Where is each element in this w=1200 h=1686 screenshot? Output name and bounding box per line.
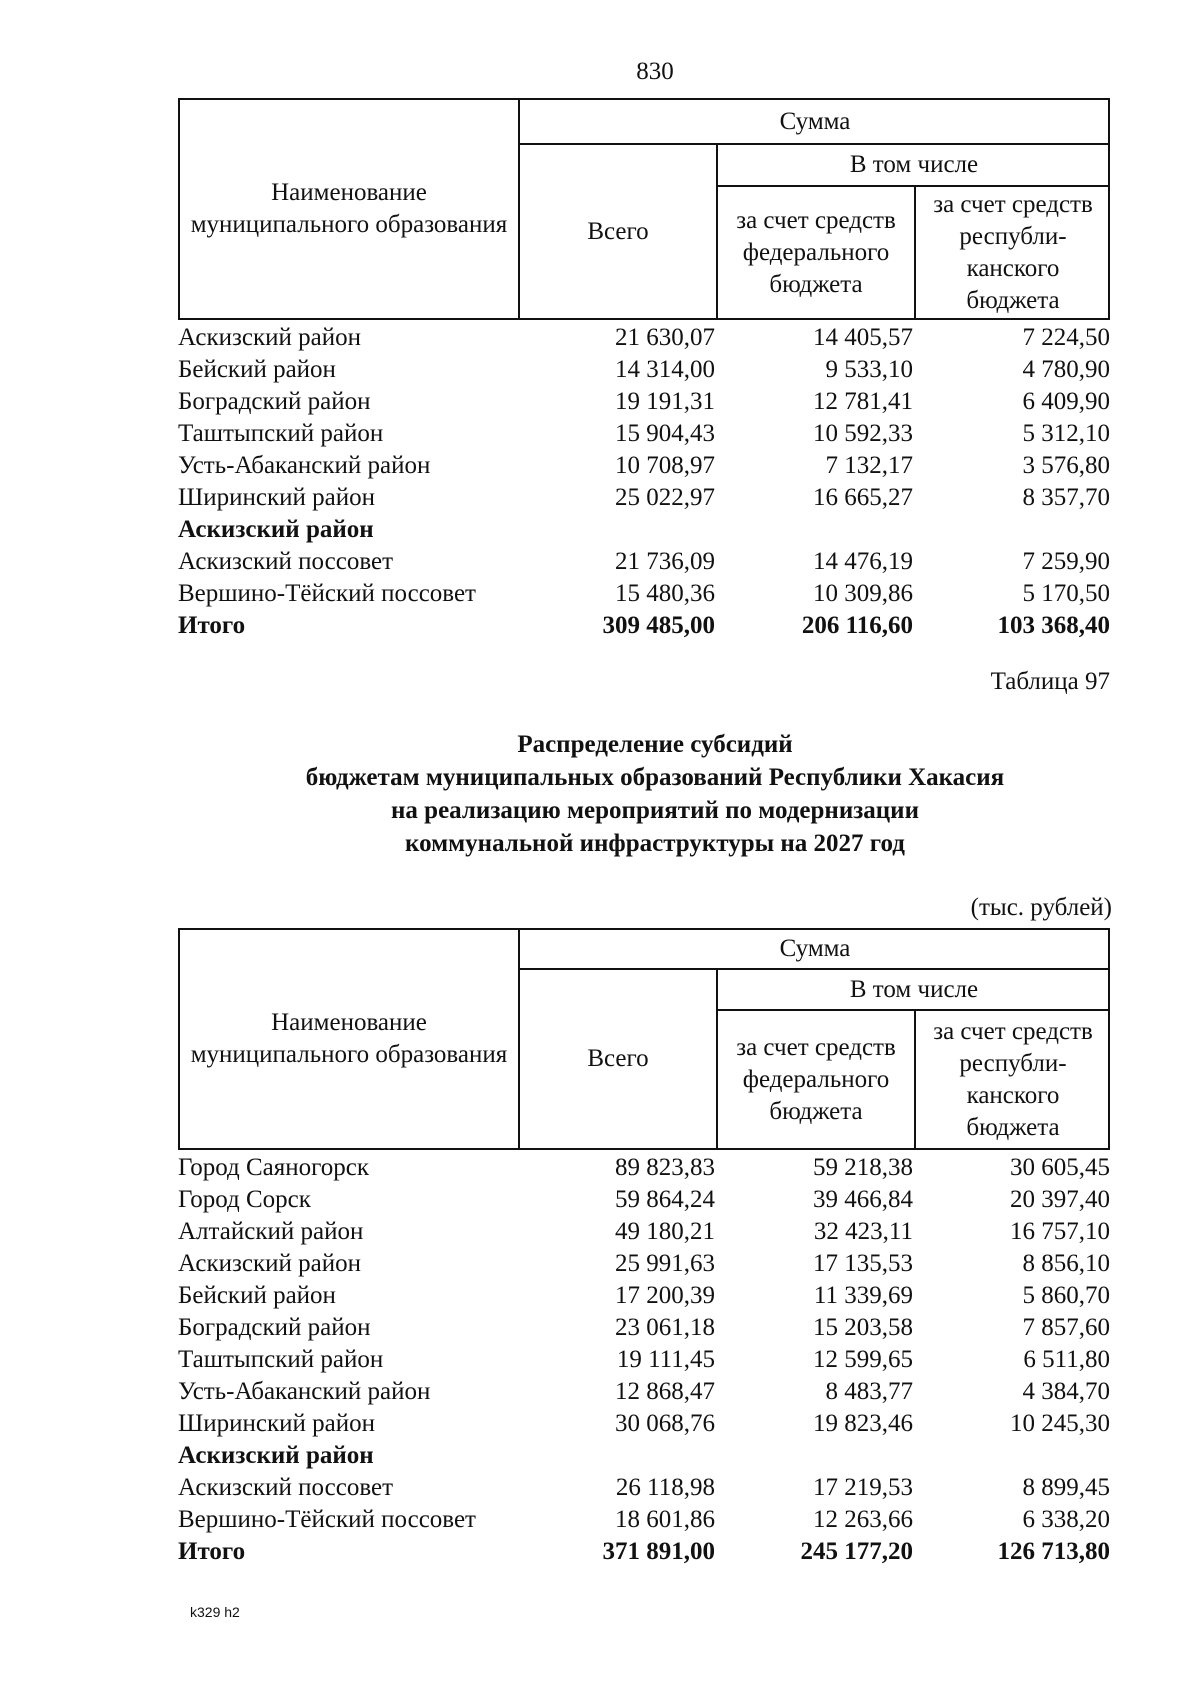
row-total: 19 111,45 (616, 1346, 715, 1373)
row-republic: 7 259,90 (1022, 548, 1110, 575)
table-row (178, 450, 1110, 482)
row-federal: 8 483,77 (825, 1378, 913, 1405)
table-row (178, 322, 1110, 354)
row-name: Ширинский район (178, 1410, 375, 1437)
row-republic: 103 368,40 (997, 612, 1110, 639)
row-total: 17 200,39 (615, 1282, 715, 1309)
row-total: 49 180,21 (615, 1218, 715, 1245)
row-federal: 16 665,27 (813, 484, 913, 511)
table-97 (178, 928, 1110, 1568)
header-republic: за счет средств республи-канского бюджета (933, 190, 1093, 314)
header-republic: за счет средств республи-канского бюджета (933, 1017, 1093, 1141)
row-name: Аскизский поссовет (178, 548, 394, 575)
row-total: 309 485,00 (602, 612, 715, 639)
row-federal: 10 309,86 (813, 580, 913, 607)
row-total: 10 708,97 (615, 452, 715, 479)
row-name: Аскизский район (178, 516, 374, 543)
row-federal: 12 263,66 (813, 1506, 913, 1533)
table-row (178, 482, 1110, 514)
header-including: В том числе (849, 151, 979, 178)
table-row (178, 1408, 1110, 1440)
table-row (178, 1472, 1110, 1504)
row-name: Усть-Абаканский район (178, 452, 431, 479)
row-name: Алтайский район (178, 1218, 364, 1245)
table-row (178, 386, 1110, 418)
row-federal: 12 599,65 (813, 1346, 913, 1373)
row-republic: 4 384,70 (1022, 1378, 1110, 1405)
row-federal: 10 592,33 (813, 420, 913, 447)
row-republic: 8 899,45 (1022, 1474, 1110, 1501)
table-row (178, 514, 1110, 546)
title-line: на реализацию мероприятий по модернизации (391, 797, 919, 824)
row-federal: 14 405,57 (813, 324, 913, 351)
row-federal: 17 135,53 (813, 1250, 913, 1277)
header-name-column: Наименование муниципального образования (190, 179, 508, 238)
table-body (178, 1152, 1110, 1568)
row-total: 15 480,36 (615, 580, 715, 607)
row-federal: 39 466,84 (813, 1186, 913, 1213)
table-row (178, 1152, 1110, 1184)
row-federal: 206 116,60 (801, 612, 913, 639)
row-name: Итого (178, 1538, 246, 1565)
row-federal: 14 476,19 (813, 548, 913, 575)
row-republic: 10 245,30 (1010, 1410, 1110, 1437)
header-federal: за счет средств федерального бюджета (736, 206, 896, 298)
table-continuation (178, 98, 1110, 642)
row-republic: 5 312,10 (1022, 420, 1110, 447)
footer-code: k329 h2 (190, 1604, 240, 1620)
row-federal: 9 533,10 (825, 356, 913, 383)
table-header (178, 98, 1110, 320)
row-name: Ширинский район (178, 484, 375, 511)
table-row (178, 1312, 1110, 1344)
header-sum: Сумма (779, 107, 851, 135)
document-title (0, 728, 1200, 860)
title-line: коммунальной инфраструктуры на 2027 год (405, 830, 905, 857)
title-line: бюджетам муниципальных образований Республики Хакасия (305, 764, 1005, 791)
row-republic: 6 338,20 (1022, 1506, 1110, 1533)
page-number: 830 (636, 58, 674, 85)
row-total: 12 868,47 (615, 1378, 715, 1405)
row-republic: 3 576,80 (1022, 452, 1110, 479)
header-including: В том числе (849, 975, 979, 1003)
table-row (178, 1280, 1110, 1312)
table-row (178, 578, 1110, 610)
row-republic: 5 860,70 (1022, 1282, 1110, 1309)
row-total: 25 991,63 (615, 1250, 715, 1277)
row-name: Бейский район (178, 1282, 336, 1309)
table-row (178, 1344, 1110, 1376)
row-federal: 15 203,58 (813, 1314, 913, 1341)
row-name: Таштыпский район (178, 1346, 384, 1373)
row-federal: 12 781,41 (813, 388, 913, 415)
units-label: (тыс. рублей) (970, 894, 1112, 921)
title-line: Распределение субсидий (517, 731, 793, 758)
table-body (178, 322, 1110, 642)
row-federal: 32 423,11 (813, 1218, 913, 1245)
row-total: 19 191,31 (615, 388, 715, 415)
row-republic: 7 857,60 (1022, 1314, 1110, 1341)
row-total: 25 022,97 (615, 484, 715, 511)
table-row (178, 1504, 1110, 1536)
row-republic: 30 605,45 (1010, 1154, 1110, 1181)
row-republic: 8 357,70 (1022, 484, 1110, 511)
table-row (178, 1184, 1110, 1216)
row-name: Город Сорск (178, 1186, 311, 1213)
row-total: 26 118,98 (615, 1474, 715, 1501)
row-total: 21 630,07 (615, 324, 715, 351)
row-republic: 126 713,80 (997, 1538, 1110, 1565)
row-name: Аскизский поссовет (178, 1474, 394, 1501)
row-name: Итого (178, 612, 246, 639)
table-row (178, 418, 1110, 450)
table-row (178, 546, 1110, 578)
table-row (178, 610, 1110, 642)
row-republic: 8 856,10 (1022, 1250, 1110, 1277)
row-name: Боградский район (178, 1314, 371, 1341)
row-name: Усть-Абаканский район (178, 1378, 431, 1405)
header-name-column: Наименование муниципального образования (190, 1009, 508, 1068)
row-name: Вершино-Тёйский поссовет (178, 580, 476, 607)
row-federal: 7 132,17 (825, 452, 913, 479)
header-sum: Сумма (779, 935, 851, 962)
table-row (178, 1376, 1110, 1408)
header-total: Всего (587, 217, 649, 245)
row-name: Таштыпский район (178, 420, 384, 447)
row-total: 30 068,76 (615, 1410, 715, 1437)
table-row (178, 1248, 1110, 1280)
row-federal: 11 339,69 (813, 1282, 913, 1309)
row-total: 89 823,83 (615, 1154, 715, 1181)
row-name: Аскизский район (178, 1250, 362, 1277)
row-name: Аскизский район (178, 324, 362, 351)
row-republic: 16 757,10 (1010, 1218, 1110, 1245)
row-republic: 5 170,50 (1022, 580, 1110, 607)
table-label: Таблица 97 (990, 668, 1110, 695)
row-name: Боградский район (178, 388, 371, 415)
row-republic: 4 780,90 (1022, 356, 1110, 383)
row-total: 371 891,00 (602, 1538, 715, 1565)
row-federal: 17 219,53 (813, 1474, 913, 1501)
header-federal: за счет средств федерального бюджета (736, 1033, 896, 1125)
row-total: 21 736,09 (615, 548, 715, 575)
row-total: 14 314,00 (615, 356, 715, 383)
row-federal: 19 823,46 (813, 1410, 913, 1437)
row-total: 15 904,43 (615, 420, 715, 447)
row-republic: 6 511,80 (1023, 1346, 1110, 1373)
row-total: 23 061,18 (615, 1314, 715, 1341)
row-total: 18 601,86 (615, 1506, 715, 1533)
row-federal: 59 218,38 (813, 1154, 913, 1181)
table-row (178, 354, 1110, 386)
row-name: Аскизский район (178, 1442, 374, 1469)
table-row (178, 1536, 1110, 1568)
row-republic: 6 409,90 (1022, 388, 1110, 415)
row-name: Город Саяногорск (178, 1154, 370, 1181)
header-total: Всего (587, 1045, 649, 1072)
row-federal: 245 177,20 (800, 1538, 913, 1565)
table-row (178, 1216, 1110, 1248)
row-name: Вершино-Тёйский поссовет (178, 1506, 476, 1533)
row-republic: 20 397,40 (1010, 1186, 1110, 1213)
row-name: Бейский район (178, 356, 336, 383)
row-total: 59 864,24 (615, 1186, 715, 1213)
row-republic: 7 224,50 (1022, 324, 1110, 351)
table-header (178, 928, 1110, 1150)
table-row (178, 1440, 1110, 1472)
